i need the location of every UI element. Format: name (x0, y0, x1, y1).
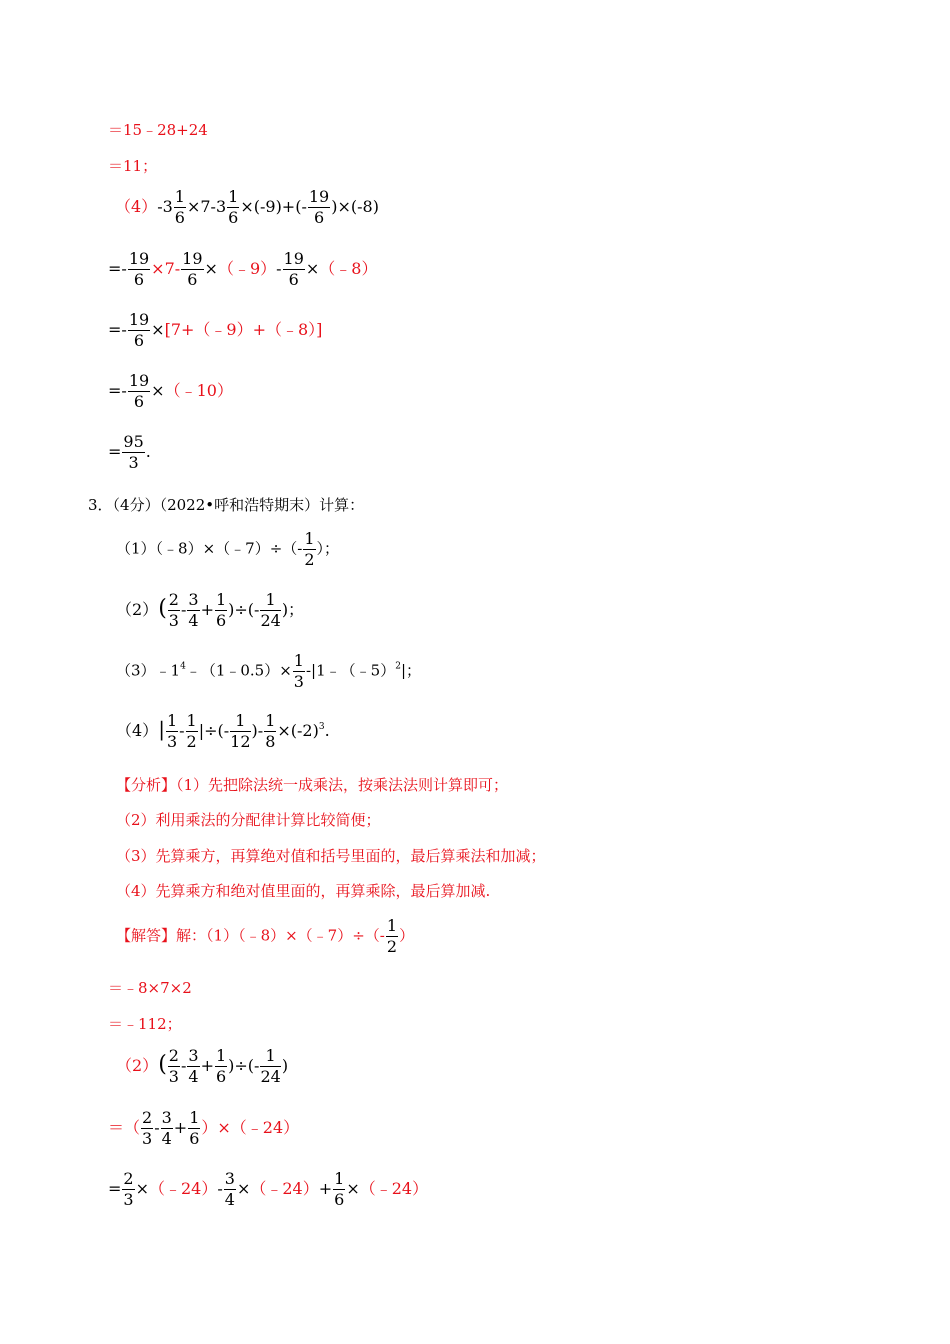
calc-line: =- $\frac{19}{6}$ ×7- $\frac{19}{6}$ ×（﹣9）- $\frac{19}{6}$ ×（﹣8） (108, 249, 378, 289)
analysis-line: （2）利用乘法的分配律计算比较简便； (116, 811, 381, 829)
calc-line: ＝11； (108, 157, 158, 175)
analysis-line: 【分析】（1）先把除法统一成乘法，按乘法法则计算即可； (116, 776, 509, 794)
solution-line: = $\frac{2}{3}$ ×（﹣24）- $\frac{3}{4}$ ×（﹣24）+ $\frac{1}{6}$ ×（﹣24） (108, 1169, 429, 1209)
calc-line: （4）-3 $\frac{1}{6}$ ×7-3 $\frac{1}{6}$ ×(-9)+(- $\frac{19}{6}$ )×(-8) (115, 187, 379, 227)
sub-question-2: （2）( $\frac{2}{3}$ - $\frac{3}{4}$ + $\frac{1}{6}$ )÷(- $\frac{1}{24}$ )； (116, 590, 305, 630)
solution-line: ＝﹣8×7×2 (108, 979, 192, 997)
sub-question-4: （4）| $\frac{1}{3}$ - $\frac{1}{2}$ |÷(- $\frac{1}{12}$ )- $\frac{1}{8}$ $\times(-2)^3$. (116, 711, 330, 751)
solution-line: ＝﹣112； (108, 1015, 182, 1033)
calc-line: =- $\frac{19}{6}$ ×（﹣10） (108, 371, 233, 411)
sub-question-3: $(3)﹣1^4﹣(1﹣0.5)\times$ $\frac{1}{3}$ -|1﹣（﹣5）$^2$|； (116, 651, 421, 691)
analysis-line: （3）先算乘方，再算绝对值和括号里面的，最后算乘法和加减； (116, 847, 546, 865)
question-title: 3．（4分）（2022•呼和浩特期末）计算： (88, 496, 365, 514)
calc-line: = $\frac{95}{3}$ . (108, 432, 151, 472)
sub-question-1: （1）（﹣8）×（﹣7）÷（- $\frac{1}{2}$ ）； (116, 529, 340, 569)
solution-line: ＝（ $\frac{2}{3}$ - $\frac{3}{4}$ + $\frac{1}{6}$ ）×（﹣24） (108, 1108, 300, 1148)
analysis-line: （4）先算乘方和绝对值里面的，再算乘除，最后算加减. (116, 882, 491, 900)
solution-line: 【解答】解：（1）（﹣8）×（﹣7）÷（- $\frac{1}{2}$ ） (116, 916, 415, 956)
calc-line: =- $\frac{19}{6}$ ×[7+（﹣9）+（﹣8）] (108, 310, 323, 350)
solution-line: （2）( $\frac{2}{3}$ - $\frac{3}{4}$ + $\frac{1}{6}$ )÷(- $\frac{1}{24}$ ) (116, 1046, 289, 1086)
calc-line: ＝15﹣28+24 (108, 121, 208, 139)
